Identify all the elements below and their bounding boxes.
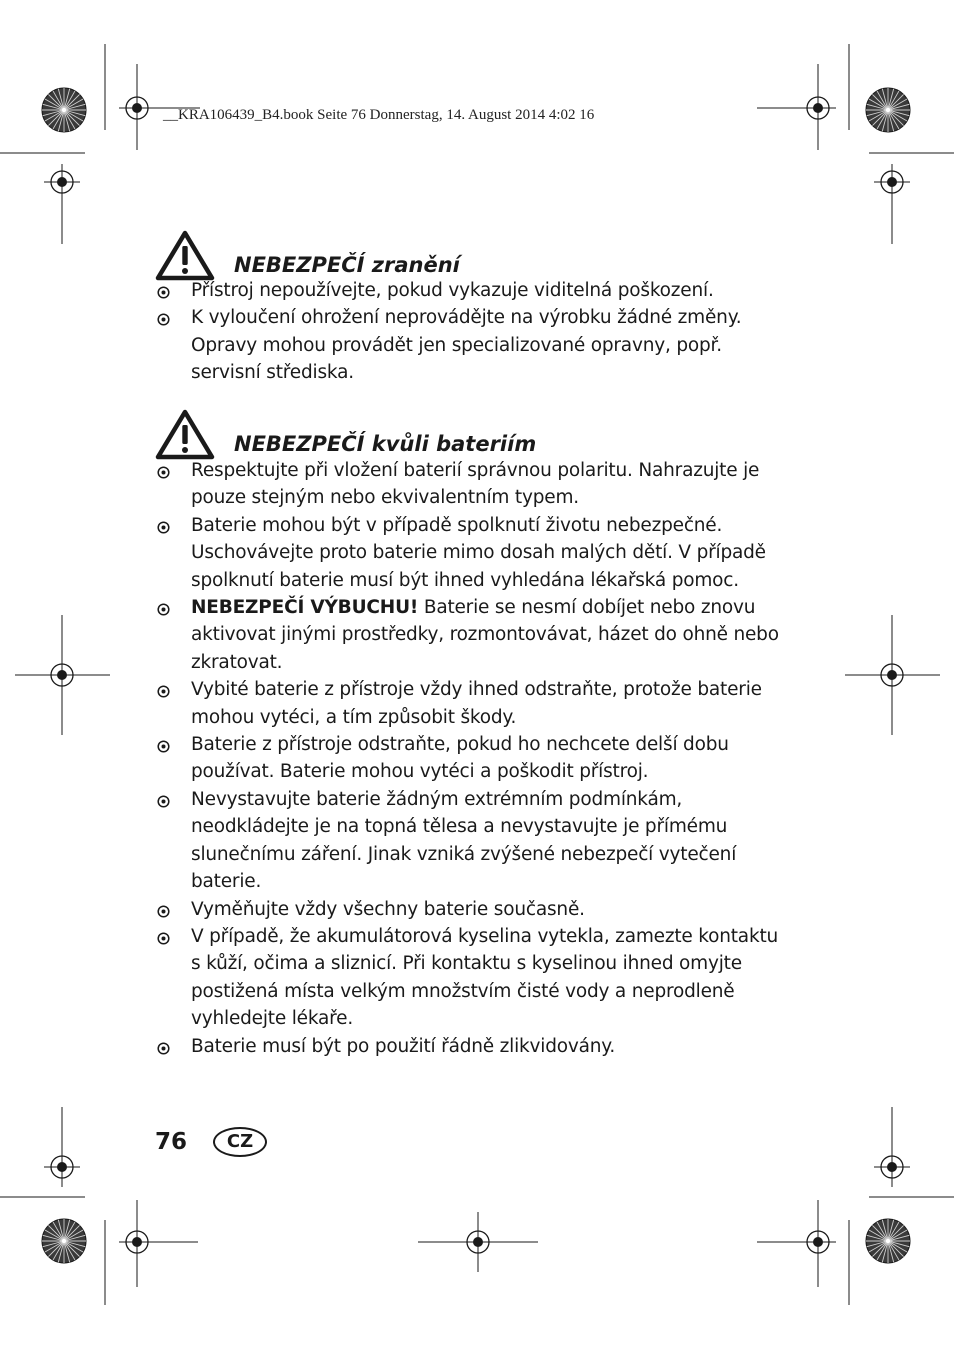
list-item-text-body: Baterie se nesmí dobíjet nebo znovu aktivovat jinými prostředky, rozmontovávat, házet do ohně nebo zkratovat. bbox=[191, 597, 779, 673]
list-item-text bbox=[191, 594, 781, 676]
circle-dot-bullet-icon bbox=[157, 313, 170, 326]
section-heading bbox=[155, 230, 795, 282]
list-item bbox=[155, 786, 795, 896]
list-item-text: Nevystavujte baterie žádným extrémním podmínkám, neodkládejte je na topná tělesa a nevystavujte je přímému slunečnímu záření. Jinak vzniká zvýšené nebezpečí vytečení baterie. bbox=[191, 788, 737, 893]
circle-dot-bullet-icon bbox=[157, 685, 170, 698]
circle-dot-bullet-icon bbox=[157, 795, 170, 808]
registration-starburst-center bbox=[62, 1239, 66, 1243]
bullet-list bbox=[155, 457, 795, 1060]
section-injury-danger bbox=[155, 230, 795, 387]
list-item bbox=[155, 277, 795, 304]
list-item-text: Baterie z přístroje odstraňte, pokud ho nechcete delší dobu používat. Baterie mohou vytéci a poškodit přístroj. bbox=[191, 734, 729, 783]
list-item-text: Baterie musí být po použití řádně zlikvidovány. bbox=[191, 1035, 616, 1057]
list-item bbox=[155, 676, 795, 731]
list-item-text: Přístroj nepoužívejte, pokud vykazuje viditelná poškození. bbox=[191, 280, 714, 301]
list-item bbox=[155, 594, 795, 676]
list-item-text: Respektujte při vložení baterií správnou polaritu. Nahrazujte je pouze stejným nebo ekvivalentním typem. bbox=[191, 460, 760, 509]
list-item bbox=[155, 512, 795, 594]
language-badge: CZ bbox=[213, 1127, 267, 1157]
registration-starburst-center bbox=[886, 108, 890, 112]
book-info-header: __KRA106439_B4.book Seite 76 Donnerstag, 14. August 2014 4:02 16 bbox=[163, 107, 595, 123]
warning-triangle-icon bbox=[155, 409, 215, 461]
list-item-text: K vyloučení ohrožení neprovádějte na výrobku žádné změny. Opravy mohou provádět jen specializované opravny, popř. servisní střediska. bbox=[191, 307, 742, 384]
explosion-warning-label: NEBEZPEČÍ VÝBUCHU! bbox=[191, 597, 419, 619]
list-item-text: Baterie mohou být v případě spolknutí životu nebezpečné. Uschovávejte proto baterie mimo dosah malých dětí. V případě spolknutí baterie musí být ihned vyhledána lékařská pomoc. bbox=[191, 514, 766, 591]
list-item bbox=[155, 1033, 795, 1060]
list-item bbox=[155, 457, 795, 512]
page-number: 76 bbox=[155, 1129, 188, 1155]
bullet-list bbox=[155, 277, 795, 387]
section-title: NEBEZPEČÍ zranění bbox=[234, 253, 460, 277]
list-item bbox=[155, 731, 795, 786]
circle-dot-bullet-icon bbox=[157, 466, 170, 479]
list-item bbox=[155, 923, 795, 1033]
list-item bbox=[155, 896, 795, 923]
section-title: NEBEZPEČÍ kvůli bateriím bbox=[234, 432, 537, 456]
section-heading bbox=[155, 409, 795, 461]
circle-dot-bullet-icon bbox=[157, 905, 170, 918]
registration-starburst-center bbox=[886, 1239, 890, 1243]
list-item bbox=[155, 304, 795, 386]
circle-dot-bullet-icon bbox=[157, 740, 170, 753]
registration-starburst-center bbox=[62, 108, 66, 112]
warning-triangle-icon bbox=[155, 230, 215, 282]
section-battery-danger bbox=[155, 409, 795, 1060]
list-item-text: V případě, že akumulátorová kyselina vytekla, zamezte kontaktu s kůží, očima a sliznicí. Při kontaktu s kyselinou ihned omyjte postižená místa velkým množstvím čisté vody a neprodleně vyhledejte lékaře. bbox=[191, 925, 779, 1030]
circle-dot-bullet-icon bbox=[157, 286, 170, 299]
circle-dot-bullet-icon bbox=[157, 932, 170, 945]
list-item-text: Vybité baterie z přístroje vždy ihned odstraňte, protože baterie mohou vytéci, a tím způsobit škody. bbox=[191, 679, 762, 728]
circle-dot-bullet-icon bbox=[157, 603, 170, 616]
list-item-text: Vyměňujte vždy všechny baterie současně. bbox=[191, 898, 585, 920]
circle-dot-bullet-icon bbox=[157, 521, 170, 534]
circle-dot-bullet-icon bbox=[157, 1042, 170, 1055]
